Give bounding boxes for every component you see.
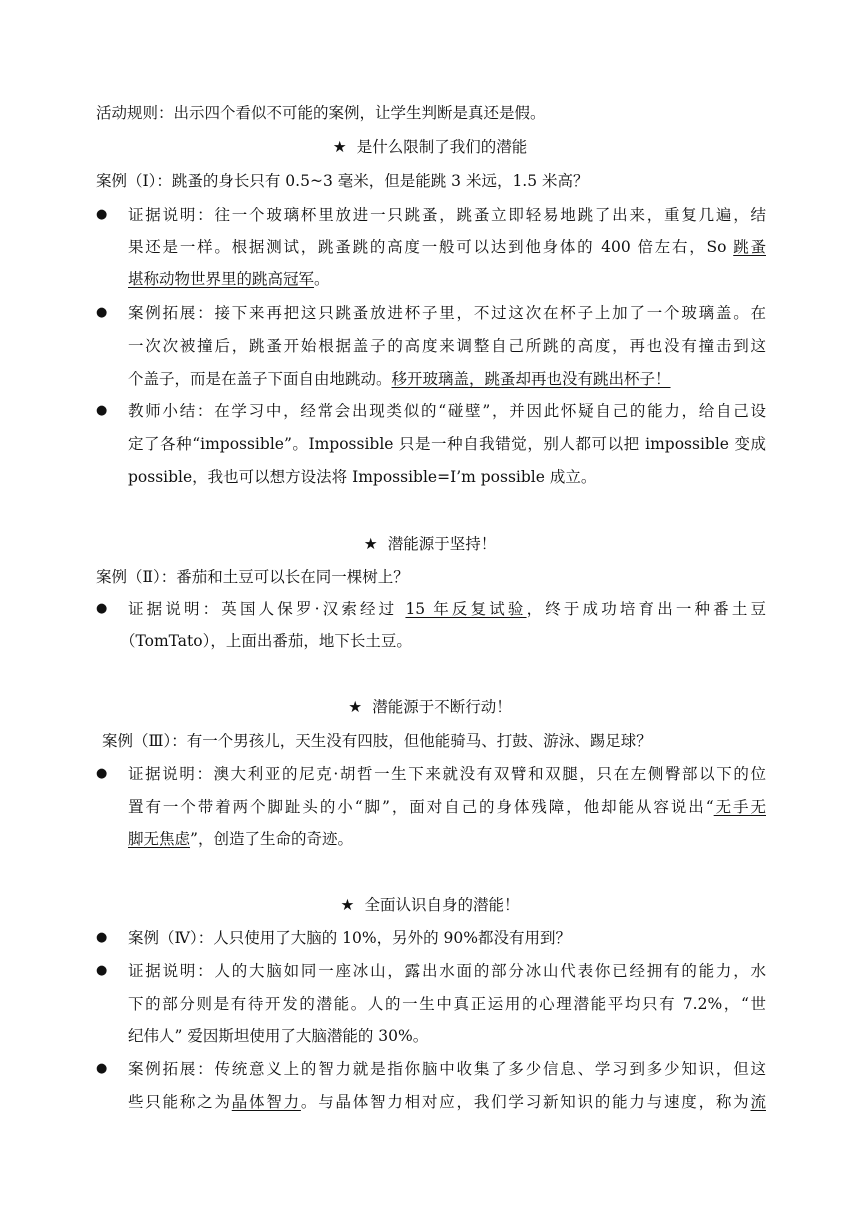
s3-b1-line-1: 证据说明：澳大利亚的尼克·胡哲一生下来就没有双臂和双腿，只在左侧臀部以下的位 [128,765,766,783]
s1-b2-line-1: 案例拓展：接下来再把这只跳蚤放进杯子里，不过这次在杯子上加了一个玻璃盖。在 [128,304,766,322]
s1-b3-line-1: 教师小结：在学习中，经常会出现类似的“碰壁”，并因此怀疑自己的能力，给自己设 [128,402,766,420]
bullet-icon: ● [96,207,108,222]
s4-b3-line-1: 案例拓展：传统意义上的智力就是指你脑中收集了多少信息、学习到多少知识，但这 [128,1060,766,1078]
s2-b1-line-2: （TomTato），上面出番茄，地下长土豆。 [120,632,412,650]
underlined-text: 移开玻璃盖，跳蚤却再也没有跳出杯子！ [391,370,671,388]
bullet-icon: ● [96,601,108,616]
s4-b2-line-1: 证据说明：人的大脑如同一座冰山，露出水面的部分冰山代表你已经拥有的能力，水 [128,962,766,980]
s1-b2-line-2: 一次次被撞后，跳蚤开始根据盖子的高度来调整自己所跳的高度，再也没有撞击到这 [128,337,766,355]
section-4-heading [0,895,860,915]
star-icon: ★ [348,698,363,716]
bullet-icon: ● [96,1061,108,1076]
bullet-icon: ● [96,930,108,945]
case-3: 案例（Ⅲ）：有一个男孩儿，天生没有四肢，但他能骑马、打鼓、游泳、踢足球？ [102,732,652,750]
case-4: 案例（Ⅳ）：人只使用了大脑的 10%，另外的 90%都没有用到？ [128,929,571,947]
s1-b1-line-2: 果还是一样。根据测试，跳蚤跳的高度一般可以达到他身体的 400 倍左右，So 跳蚤 [128,238,766,256]
underlined-text: 堪称动物世界里的跳高冠军 [128,270,315,288]
s4-b2-line-2: 下的部分则是有待开发的潜能。人的一生中真正运用的心理潜能平均只有 7.2%，“世 [128,995,766,1013]
bullet-icon: ● [96,305,108,320]
section-3-title: 潜能源于不断行动！ [372,698,512,716]
underlined-text: 无手无 [713,798,766,816]
s4-b3-line-2: 些只能称之为晶体智力。与晶体智力相对应，我们学习新知识的能力与速度，称为流 [128,1093,766,1111]
s1-b2-line-3: 个盖子，而是在盖子下面自由地跳动。移开玻璃盖，跳蚤却再也没有跳出杯子！ [128,370,671,388]
section-1-heading [0,137,860,157]
section-3-heading [0,697,860,717]
s1-b1-line-1: 证据说明：往一个玻璃杯里放进一只跳蚤，跳蚤立即轻易地跳了出来，重复几遍，结 [128,206,766,224]
s1-b3-line-2: 定了各种“impossible”。Impossible 只是一种自我错觉，别人都可以把 impossible 变成 [128,435,766,453]
s1-b1-line-3: 堪称动物世界里的跳高冠军。 [128,270,330,288]
underlined-text: 流 [750,1093,766,1111]
star-icon: ★ [340,896,355,914]
star-icon: ★ [363,535,378,553]
bullet-icon: ● [96,766,108,781]
case-1: 案例（Ⅰ）：跳蚤的身长只有 0.5~3 毫米，但是能跳 3 米远，1.5 米高？ [96,172,589,190]
s1-b3-line-3: possible，我也可以想方设法将 Impossible=I’m possible 成立。 [128,468,597,486]
star-icon: ★ [332,138,347,156]
underlined-text: 15 年反复试验 [405,600,527,618]
s2-b1-line-1: 证据说明：英国人保罗·汉索经过 15 年反复试验，终于成功培育出一种番土豆 [128,600,766,618]
s3-b1-line-3: 脚无焦虑”，创造了生命的奇迹。 [128,830,353,848]
section-1-title: 是什么限制了我们的潜能 [356,138,528,156]
case-2: 案例（Ⅱ）：番茄和土豆可以长在同一棵树上？ [96,568,409,586]
underlined-text: 晶体智力 [231,1093,301,1111]
section-4-title: 全面认识自身的潜能！ [364,896,520,914]
underlined-text: 脚无焦虑 [128,830,191,848]
activity-rules: 活动规则：出示四个看似不可能的案例，让学生判断是真还是假。 [96,104,546,122]
section-2-title: 潜能源于坚持！ [387,535,497,553]
bullet-icon: ● [96,963,108,978]
section-2-heading [0,534,860,554]
bullet-icon: ● [96,403,108,418]
s3-b1-line-2: 置有一个带着两个脚趾头的小“脚”，面对自己的身体残障，他却能从容说出“无手无 [128,798,766,816]
underlined-text: 跳蚤 [733,238,766,256]
s4-b2-line-3: 纪伟人” 爱因斯坦使用了大脑潜能的 30%。 [128,1027,429,1045]
